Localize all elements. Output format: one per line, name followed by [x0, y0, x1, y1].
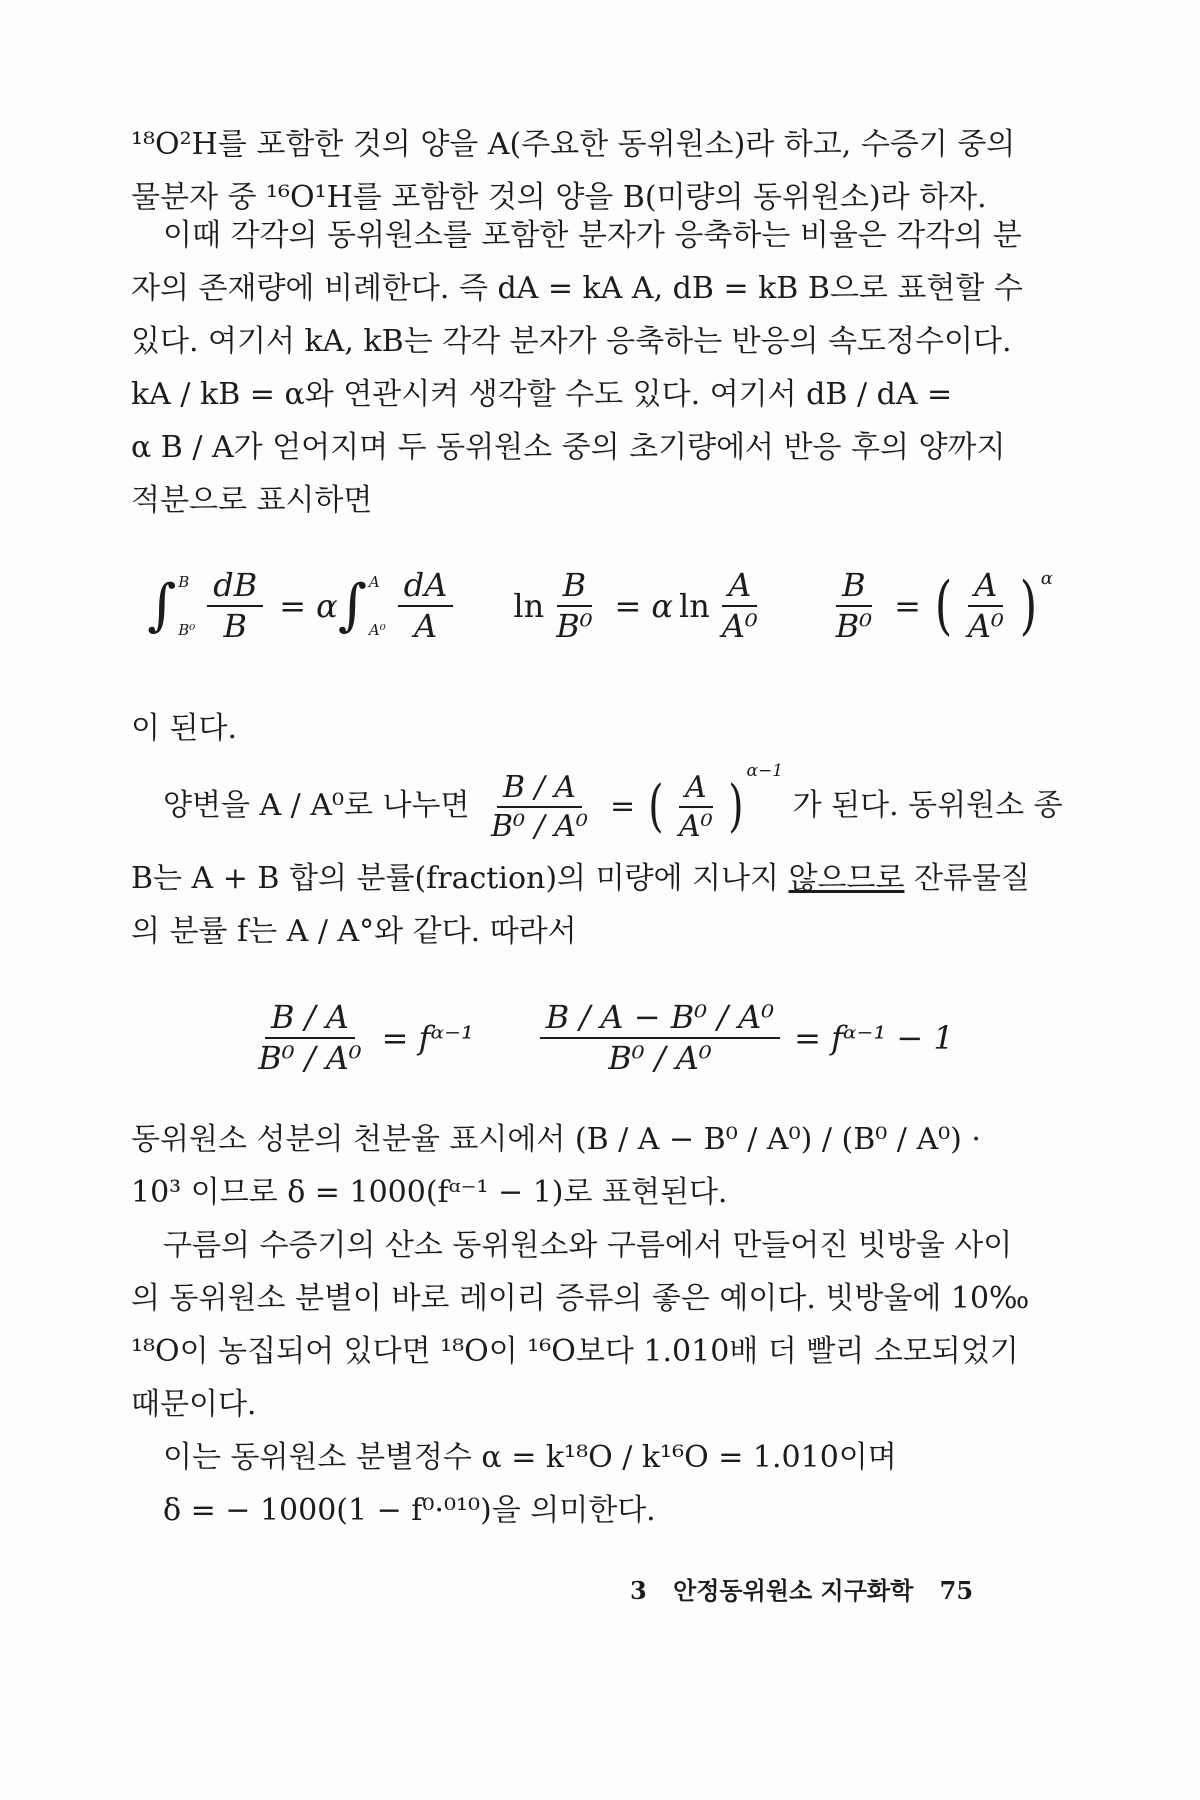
- log-equation: [513, 568, 769, 644]
- text-line: 의 분률 f는 A / A°와 같다. 따라서: [131, 914, 577, 949]
- text-line: 물분자 중 ¹⁶O¹H를 포함한 것의 양을 B(미량의 동위원소)라 하자.: [131, 180, 987, 215]
- lower-limit: A⁰: [368, 621, 386, 640]
- numerator: B / A: [497, 771, 582, 808]
- paragraph-4-first-line: [131, 760, 1063, 853]
- text-span: 가 된다. 동위원소 종: [792, 788, 1063, 823]
- left-paren: (: [934, 569, 953, 644]
- text-line: 적분으로 표시하면: [131, 483, 373, 518]
- denominator: A⁰: [678, 809, 713, 844]
- fraction: [673, 771, 719, 843]
- numerator: A: [722, 568, 757, 607]
- chapter-number: 3: [630, 1576, 647, 1605]
- denominator: B⁰ / A⁰: [258, 1039, 362, 1078]
- integral-limits: [369, 573, 386, 639]
- integral-limits: [178, 573, 195, 639]
- equation-rhs: = fᵅ⁻¹: [381, 1019, 474, 1058]
- text-line: 동위원소 성분의 천분율 표시에서 (B / A − B⁰ / A⁰) / (B⁰ / A⁰) ·: [131, 1122, 981, 1157]
- upper-limit: A: [368, 573, 380, 592]
- text-line: 때문이다.: [131, 1387, 257, 1422]
- ln-operator: ln: [678, 587, 710, 626]
- numerator: A: [679, 771, 713, 808]
- text-line: [131, 852, 1030, 905]
- text-line: 10³ 이므로 δ = 1000(fᵅ⁻¹ − 1)로 표현된다.: [131, 1175, 728, 1210]
- integral-sign: ∫: [147, 573, 177, 639]
- text-line: kA / kB = α와 연관시켜 생각할 수도 있다. 여기서 dB / dA =: [131, 377, 953, 412]
- numerator: B: [836, 568, 872, 607]
- denominator: A⁰: [721, 607, 758, 646]
- underlined-text: 않으므로: [788, 861, 905, 896]
- page-number: 75: [939, 1576, 974, 1605]
- denominator: B⁰: [835, 607, 873, 646]
- paragraph-5: [131, 1113, 981, 1219]
- text-line: 의 동위원소 분별이 바로 레이리 증류의 좋은 예이다. 빗방울에 10‰: [131, 1281, 1030, 1316]
- fraction: [962, 568, 1010, 644]
- integral-equation: [147, 568, 459, 644]
- alpha-symbol: α: [651, 587, 673, 626]
- exponent: α−1: [746, 761, 784, 781]
- delta-equation: [534, 1000, 954, 1076]
- paragraph-4: [131, 852, 1030, 958]
- ratio-equation: [246, 1000, 474, 1076]
- equation-row-2: [0, 1000, 1200, 1076]
- text-span: B는 A + B 합의 분률(fraction)의 미량에 지나지: [131, 861, 789, 896]
- denominator: A: [414, 607, 438, 646]
- paragraph-2: [131, 209, 1023, 527]
- equation-rhs: = fᵅ⁻¹ − 1: [794, 1019, 954, 1058]
- fraction: [485, 771, 594, 843]
- right-paren: ): [1019, 569, 1038, 644]
- fraction: [830, 568, 878, 644]
- paragraph-6: [131, 1219, 1030, 1431]
- fraction: [540, 1000, 780, 1076]
- text-line: ¹⁸O²H를 포함한 것의 양을 A(주요한 동위원소)라 하고, 수증기 중의: [131, 127, 1016, 162]
- denominator: B⁰ / A⁰: [491, 809, 588, 844]
- equals-sign: =: [614, 587, 642, 626]
- fraction: [207, 568, 263, 644]
- power-equation: [824, 568, 1053, 644]
- paragraph-3: [131, 702, 981, 755]
- numerator: dB: [207, 568, 263, 607]
- denominator: B⁰: [556, 607, 593, 646]
- fraction: [716, 568, 764, 644]
- running-footer: [630, 1571, 991, 1606]
- text-line: ¹⁸O이 농집되어 있다면 ¹⁸O이 ¹⁶O보다 1.010배 더 빨리 소모되었기: [131, 1334, 1019, 1369]
- text-line: α B / A가 얻어지며 두 동위원소 중의 초기량에서 반응 후의 양까지: [131, 430, 1006, 465]
- numerator: A: [968, 568, 1003, 607]
- denominator: B: [223, 607, 248, 646]
- text-line: δ = − 1000(1 − f⁰·⁰¹⁰)을 의미한다.: [163, 1493, 656, 1528]
- upper-limit: B: [178, 573, 190, 592]
- text-line: [131, 760, 1063, 853]
- equals-sign: =: [894, 587, 921, 626]
- right-paren: ): [727, 774, 744, 839]
- equals-sign: =: [609, 789, 636, 824]
- text-line: 자의 존재량에 비례한다. 즉 dA = kA A, dB = kB B으로 표현할 수: [131, 271, 1023, 306]
- numerator: B / A: [265, 1000, 355, 1039]
- fraction: [398, 568, 454, 644]
- text-line: 이는 동위원소 분별정수 α = k¹⁸O / k¹⁶O = 1.010이며: [163, 1440, 897, 1475]
- left-paren: (: [648, 774, 664, 839]
- equals-sign: =: [279, 587, 307, 626]
- equation-row-1: [0, 568, 1200, 644]
- denominator: A⁰: [967, 607, 1004, 646]
- lower-limit: B⁰: [178, 621, 196, 640]
- alpha-symbol: α: [316, 587, 338, 626]
- text-span: 잔류물질: [904, 861, 1030, 896]
- exponent: α: [1040, 568, 1053, 589]
- denominator: B⁰ / A⁰: [608, 1039, 712, 1078]
- text-line: 이때 각각의 동위원소를 포함한 분자가 응축하는 비율은 각각의 분: [163, 218, 1022, 253]
- text-line: 있다. 여기서 kA, kB는 각각 분자가 응축하는 반응의 속도정수이다.: [131, 324, 1012, 359]
- numerator: B: [557, 568, 593, 607]
- numerator: B / A − B⁰ / A⁰: [540, 1000, 780, 1039]
- text-line: 이 된다.: [131, 711, 238, 746]
- text-span: 양변을 A / A⁰로 나누면: [163, 788, 470, 823]
- integral-sign: ∫: [337, 573, 367, 639]
- text-line: 구름의 수증기의 산소 동위원소와 구름에서 만들어진 빗방울 사이: [163, 1228, 1013, 1263]
- fraction: [252, 1000, 367, 1076]
- paragraph-7: [131, 1431, 981, 1537]
- numerator: dA: [398, 568, 454, 607]
- fraction: [550, 568, 598, 644]
- inline-equation: [479, 761, 783, 853]
- ln-operator: ln: [513, 587, 545, 626]
- chapter-title: 안정동위원소 지구화학: [673, 1576, 914, 1605]
